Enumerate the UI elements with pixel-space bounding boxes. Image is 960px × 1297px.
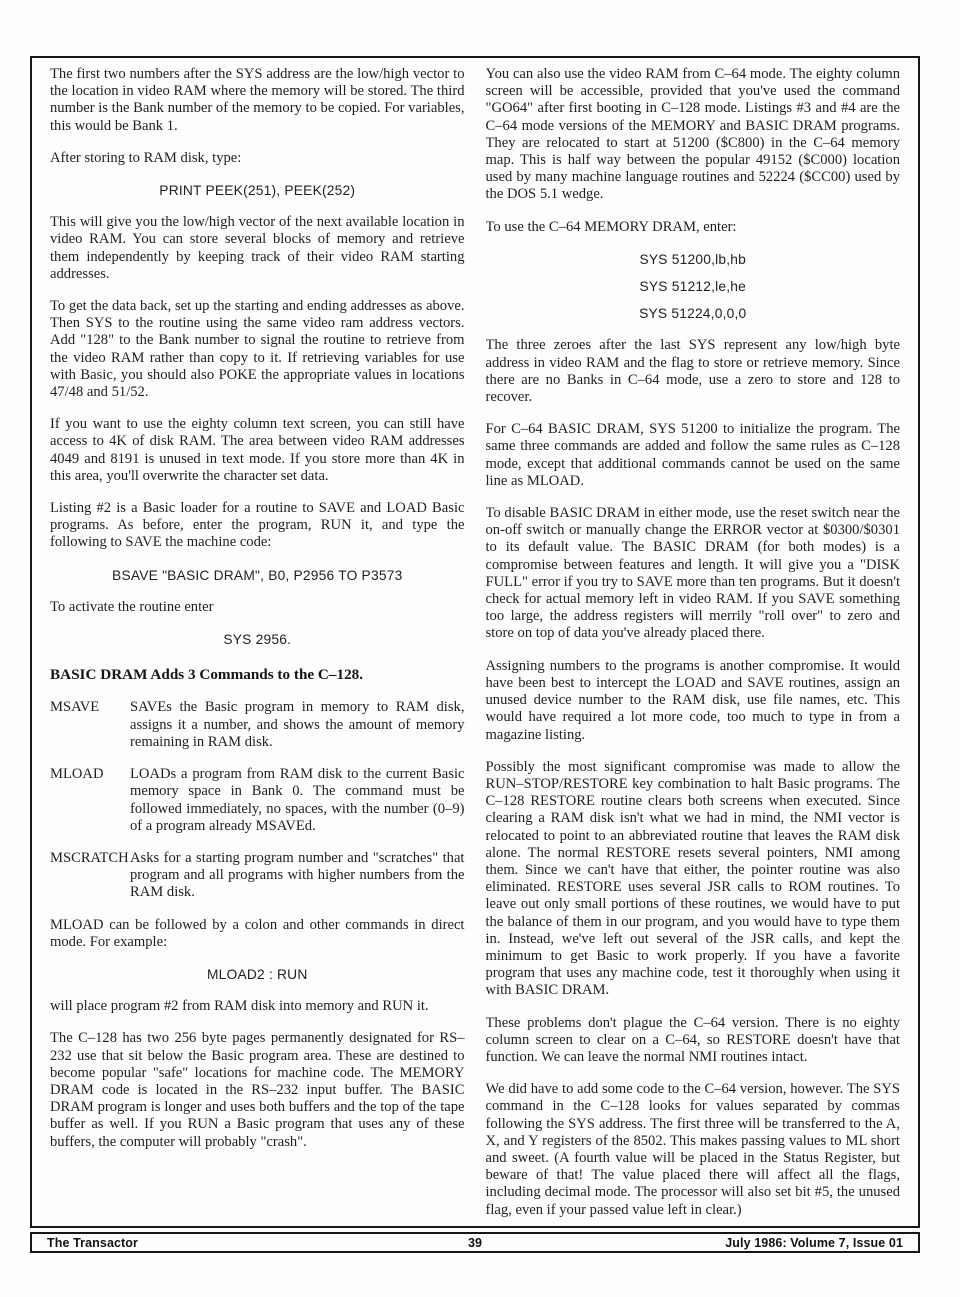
left-column — [50, 66, 465, 1226]
command-term: MSCRATCH — [50, 849, 129, 866]
right-column — [486, 66, 901, 1226]
command-definition: SAVEs the Basic program in memory to RAM disk, assigns it a number, and shows the amount of memory remaining in RAM disk. — [130, 699, 465, 750]
code-block — [486, 251, 901, 323]
paragraph: Assigning numbers to the programs is another compromise. It would have been best to intercept the LOAD and SAVE routines, assign an unused device number to the RAM disk, use file names, etc. This would have required a lot more code, too much to type in from a magazine listing. — [485, 657, 900, 743]
paragraph: If you want to use the eighty column text screen, you can still have access to 4K of disk RAM. The area between video RAM addresses 4049 and 8191 is unused in text mode. If you store more than 4K in this area, you'll overwrite the character set data. — [50, 416, 465, 484]
code-line: BSAVE "BASIC DRAM", B0, P2956 TO P3573 — [112, 567, 403, 583]
command-term: MLOAD — [50, 766, 104, 783]
paragraph: For C–64 BASIC DRAM, SYS 51200 to initialize the program. The same three commands are added and follow the same rules as C–128 mode, except that additional commands cannot be used on the same line as MLOAD. — [485, 421, 900, 489]
command-entry — [50, 766, 465, 835]
paragraph: The three zeroes after the last SYS represent any low/high byte address in video RAM and the flag to store or retrieve memory. Since there are no Banks in C–64 mode, use a zero to store and 128 to recover. — [485, 337, 900, 406]
command-entry — [50, 699, 465, 751]
code-line: SYS 51200,lb,hb — [639, 251, 747, 267]
paragraph: This will give you the low/high vector of the next available location in video RAM. You can store several blocks of memory and retrieve them independently by keeping track of their video RAM starting addresses. — [50, 214, 465, 282]
code-line: SYS 51212,le,he — [639, 279, 747, 295]
footer-page-number: 39 — [467, 1235, 483, 1250]
paragraph: To use the C–64 MEMORY DRAM, enter: — [485, 218, 737, 235]
code-line: SYS 2956. — [223, 632, 292, 648]
footer-bar — [30, 1232, 920, 1253]
paragraph: The first two numbers after the SYS address are the low/high vector to the location in video RAM where the memory will be stored. The third number is the Bank number of the memory to be copied. For variables, this would be Bank 1. — [50, 66, 465, 134]
paragraph: You can also use the video RAM from C–64 mode. The eighty column screen will be accessible, provided that you've used the command "GO64" after first booting in C–128 mode. Listings #3 and #4 are the C–64 mode versions of the MEMORY and BASIC DRAM programs. They are relocated to start at 51200 ($C800) in the C–64 memory map. This is half way between the popular 49152 ($C000) location used by many machine language routines and 52224 ($CC00) used by the DOS 5.1 wedge. — [485, 66, 900, 203]
paragraph: These problems don't plague the C–64 version. There is no eighty column screen to clear on a C–64, so RESTORE doesn't have that function. We can leave the normal NMI routines intact. — [485, 1014, 900, 1065]
paragraph: The C–128 has two 256 byte pages permanently designated for RS–232 use that sit below the Basic program area. These are destined to become popular "safe" locations for machine code. The MEMORY DRAM code is located in the RS–232 input buffer. The BASIC DRAM program is longer and uses both buffers and the top of the tape buffer as well. If you RUN a Basic program that uses any of these buffers, the computer will probably "crash". — [50, 1030, 465, 1150]
article-body — [30, 56, 920, 1228]
paragraph: After storing to RAM disk, type: — [50, 149, 242, 166]
paragraph: We did have to add some code to the C–64 version, however. The SYS command in the C–128 looks for values separated by commas following the SYS address. The first three will be transferred to the A, X, and Y registers of the 8502. This makes passing values to ML short and sweet. (A fourth value will be placed in the Status Register, but beware of that! The value placed there will affect all the flags, including decimal mode. The processor will also set bit #5, the unused flag, even if your passed value left in clear.) — [485, 1081, 900, 1218]
footer-magazine-title: The Transactor — [47, 1235, 139, 1250]
code-line: MLOAD2 : RUN — [206, 966, 308, 982]
paragraph: Possibly the most significant compromise was made to allow the RUN–STOP/RESTORE key combination to halt Basic programs. The C–128 RESTORE routine clears both screens when executed. Since clearing a RAM disk isn't what we had in mind, the NMI vector is relocated to point to an abbreviated routine that leaves the RAM disk alone. The normal RESTORE resets several pointers, NMI among them. Since we can't have that either, the pointer routine was also eliminated. RESTORE uses several JSR calls to ROM routines. To leave out only small portions of these routines, we would have to put the balance of them in our program, and you would have to type them in. Instead, we've left out several of the JSR calls, and kept the minimum to get Basic to work properly. If you have a favorite program that uses any machine code, test it thoroughly when using it with BASIC DRAM. — [485, 758, 900, 999]
command-definition: LOADs a program from RAM disk to the current Basic memory space in Bank 0. The command must be followed immediately, no spaces, with the number (0–9) of a program already MSAVEd. — [130, 766, 465, 834]
paragraph: will place program #2 from RAM disk into memory and RUN it. — [50, 998, 429, 1015]
footer-issue: July 1986: Volume 7, Issue 01 — [725, 1235, 904, 1250]
paragraph: To disable BASIC DRAM in either mode, use the reset switch near the on-off switch or manually change the ERROR vector at $0300/$0301 to its default value. The BASIC DRAM (for both modes) is a compromise between features and length. It will give you a "DISK FULL" error if you try to SAVE more than ten programs. But it doesn't check for actual memory left in video RAM. If you SAVE something too large, the address registers will merrily "roll over" to zero and store on top of data you've already placed there. — [485, 505, 900, 642]
command-term: MSAVE — [50, 699, 100, 716]
paragraph: To get the data back, set up the starting and ending addresses as above. Then SYS to the routine using the same video ram address vectors. Add "128" to the Bank number to signal the routine to retrieve from the video RAM rather than copy to it. If retrieving variables for use with Basic, you should also POKE the appropriate values in locations 47/48 and 51/52. — [50, 298, 465, 401]
code-line: SYS 51224,0,0,0 — [639, 306, 747, 322]
paragraph: MLOAD can be followed by a colon and other commands in direct mode. For example: — [50, 916, 465, 950]
command-definition: Asks for a starting program number and "scratches" that program and all programs with higher numbers from the RAM disk. — [130, 849, 465, 901]
section-heading: BASIC DRAM Adds 3 Commands to the C–128. — [50, 666, 364, 684]
paragraph: Listing #2 is a Basic loader for a routine to SAVE and LOAD Basic programs. As before, enter the program, RUN it, and type the following to SAVE the machine code: — [50, 500, 465, 551]
command-entry — [50, 850, 465, 902]
code-line: PRINT PEEK(251), PEEK(252) — [159, 183, 356, 199]
paragraph: To activate the routine enter — [50, 598, 214, 615]
